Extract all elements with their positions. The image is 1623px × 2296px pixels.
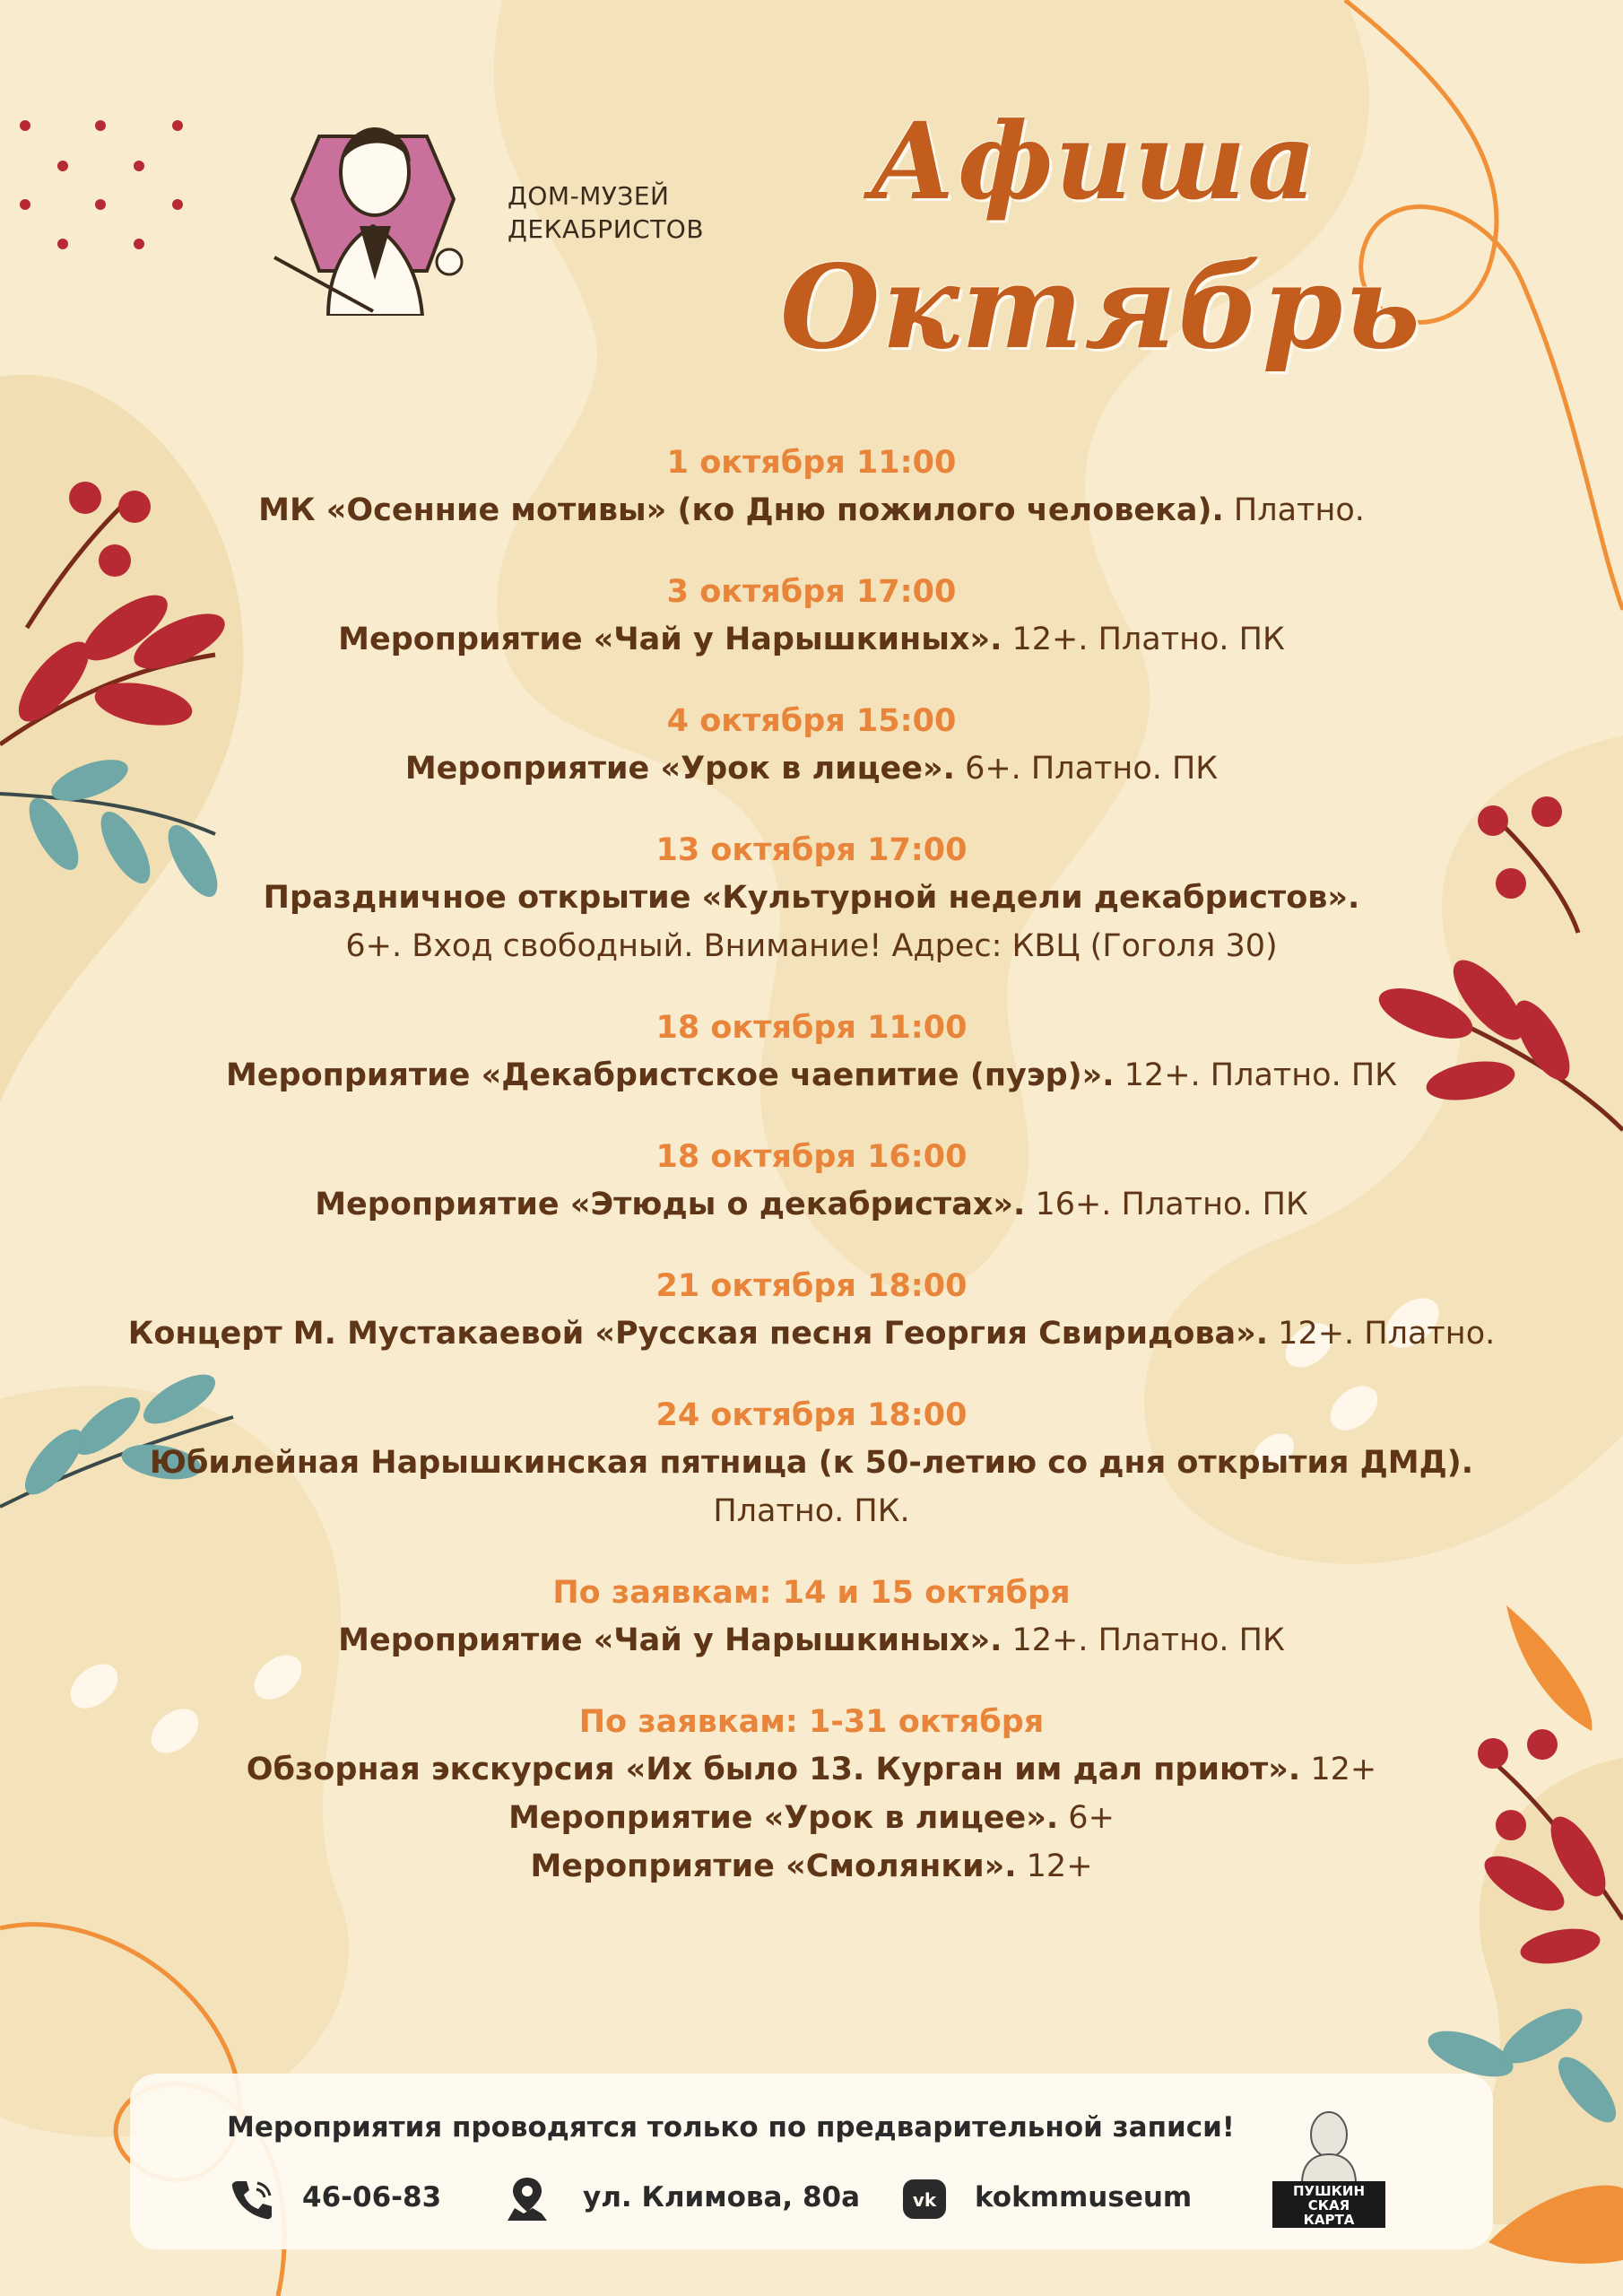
event-details: 16+. Платно. ПК	[1025, 1187, 1308, 1222]
page-title-line1: Афиша	[870, 99, 1318, 223]
event-date: 4 октября 15:00	[666, 703, 957, 739]
footer-phone[interactable]: 46-06-83	[302, 2181, 442, 2213]
event-details: 6+	[1058, 1800, 1115, 1836]
event-date: 24 октября 18:00	[655, 1397, 968, 1433]
museum-name-line2: ДЕКАБРИСТОВ	[508, 214, 705, 244]
event-details: Платно. ПК.	[713, 1493, 910, 1529]
event-item	[54, 1263, 1569, 1358]
event-title: МК «Осенние мотивы» (ко Дню пожилого человека).	[258, 492, 1224, 528]
event-item	[54, 439, 1569, 535]
event-description-line	[54, 874, 1569, 922]
museum-logo-portrait	[265, 100, 472, 316]
pushkin-card-line1: ПУШКИН	[1292, 2183, 1366, 2199]
event-item	[54, 569, 1569, 664]
event-date: 18 октября 11:00	[655, 1010, 968, 1046]
svg-text:vk: vk	[912, 2189, 937, 2211]
event-title: Мероприятие «Этюды о декабристах».	[315, 1187, 1026, 1222]
event-title: Мероприятие «Смолянки».	[530, 1848, 1017, 1884]
event-description-line	[54, 1051, 1569, 1100]
event-item	[54, 1134, 1569, 1229]
map-pin-icon	[502, 2174, 552, 2224]
event-title: Мероприятие «Декабристское чаепитие (пуэр)».	[225, 1057, 1115, 1093]
phone-icon	[227, 2174, 277, 2224]
event-item	[54, 1004, 1569, 1100]
pushkin-card-line2: СКАЯ	[1307, 2197, 1350, 2213]
event-details: 12+. Платно.	[1268, 1316, 1496, 1352]
event-description-line	[54, 1309, 1569, 1358]
event-details: 12+. Платно. ПК	[1002, 1622, 1285, 1658]
footer-address[interactable]: ул. Климова, 80а	[583, 2181, 861, 2213]
event-title: Мероприятие «Чай у Нарышкиных».	[338, 1622, 1002, 1658]
event-title: Юбилейная Нарышкинская пятница (к 50-летию со дня открытия ДМД).	[149, 1445, 1474, 1481]
event-description-line	[54, 1745, 1569, 1794]
event-description-line	[54, 922, 1569, 970]
event-details: 6+. Вход свободный. Внимание! Адрес: КВЦ (Гоголя 30)	[345, 928, 1278, 964]
event-item	[54, 1570, 1569, 1665]
event-description-line	[54, 744, 1569, 793]
event-details: 12+. Платно. ПК	[1002, 622, 1285, 657]
event-description-line	[54, 1439, 1569, 1487]
event-date: По заявкам: 1-31 октября	[578, 1704, 1045, 1740]
event-date: По заявкам: 14 и 15 октября	[552, 1575, 1071, 1611]
event-item	[54, 1392, 1569, 1535]
event-item	[54, 698, 1569, 793]
page-title-line2: Октябрь	[780, 240, 1422, 375]
event-title: Мероприятие «Чай у Нарышкиных».	[338, 622, 1002, 657]
event-title: Мероприятие «Урок в лицее».	[508, 1800, 1059, 1836]
event-date: 1 октября 11:00	[666, 445, 957, 481]
event-item	[54, 1699, 1569, 1891]
footer-note: Мероприятия проводятся только по предварительной записи!	[227, 2111, 1235, 2144]
event-date: 21 октября 18:00	[655, 1268, 968, 1304]
event-date: 13 октября 17:00	[655, 832, 968, 868]
event-title: Обзорная экскурсия «Их было 13. Курган им дал приют».	[246, 1752, 1301, 1787]
events-list	[54, 439, 1569, 1925]
event-description-line	[54, 1794, 1569, 1842]
event-date: 3 октября 17:00	[666, 574, 957, 610]
event-details: 6+. Платно. ПК	[954, 751, 1219, 787]
event-description-line	[54, 615, 1569, 664]
event-title: Мероприятие «Урок в лицее».	[404, 751, 955, 787]
event-description-line	[54, 1487, 1569, 1535]
event-title: Концерт М. Мустакаевой «Русская песня Георгия Свиридова».	[127, 1316, 1269, 1352]
event-details: 12+	[1016, 1848, 1093, 1884]
contact-footer	[130, 2074, 1493, 2249]
museum-name	[508, 179, 704, 246]
museum-name-line1: ДОМ-МУЗЕЙ	[508, 181, 670, 211]
event-details: 12+	[1300, 1752, 1377, 1787]
event-description-line	[54, 1616, 1569, 1665]
vk-icon	[899, 2174, 950, 2224]
event-item	[54, 827, 1569, 970]
event-details: Платно.	[1223, 492, 1365, 528]
event-description-line	[54, 1180, 1569, 1229]
event-details: 12+. Платно. ПК	[1114, 1057, 1398, 1093]
event-date: 18 октября 16:00	[655, 1139, 968, 1175]
event-description-line	[54, 486, 1569, 535]
event-description-line	[54, 1842, 1569, 1891]
event-title: Праздничное открытие «Культурной недели декабристов».	[263, 880, 1360, 916]
footer-vk-handle[interactable]: kokmmuseum	[975, 2181, 1193, 2213]
pushkin-card-logo	[1262, 2099, 1396, 2233]
pushkin-card-line3: КАРТА	[1303, 2212, 1355, 2228]
